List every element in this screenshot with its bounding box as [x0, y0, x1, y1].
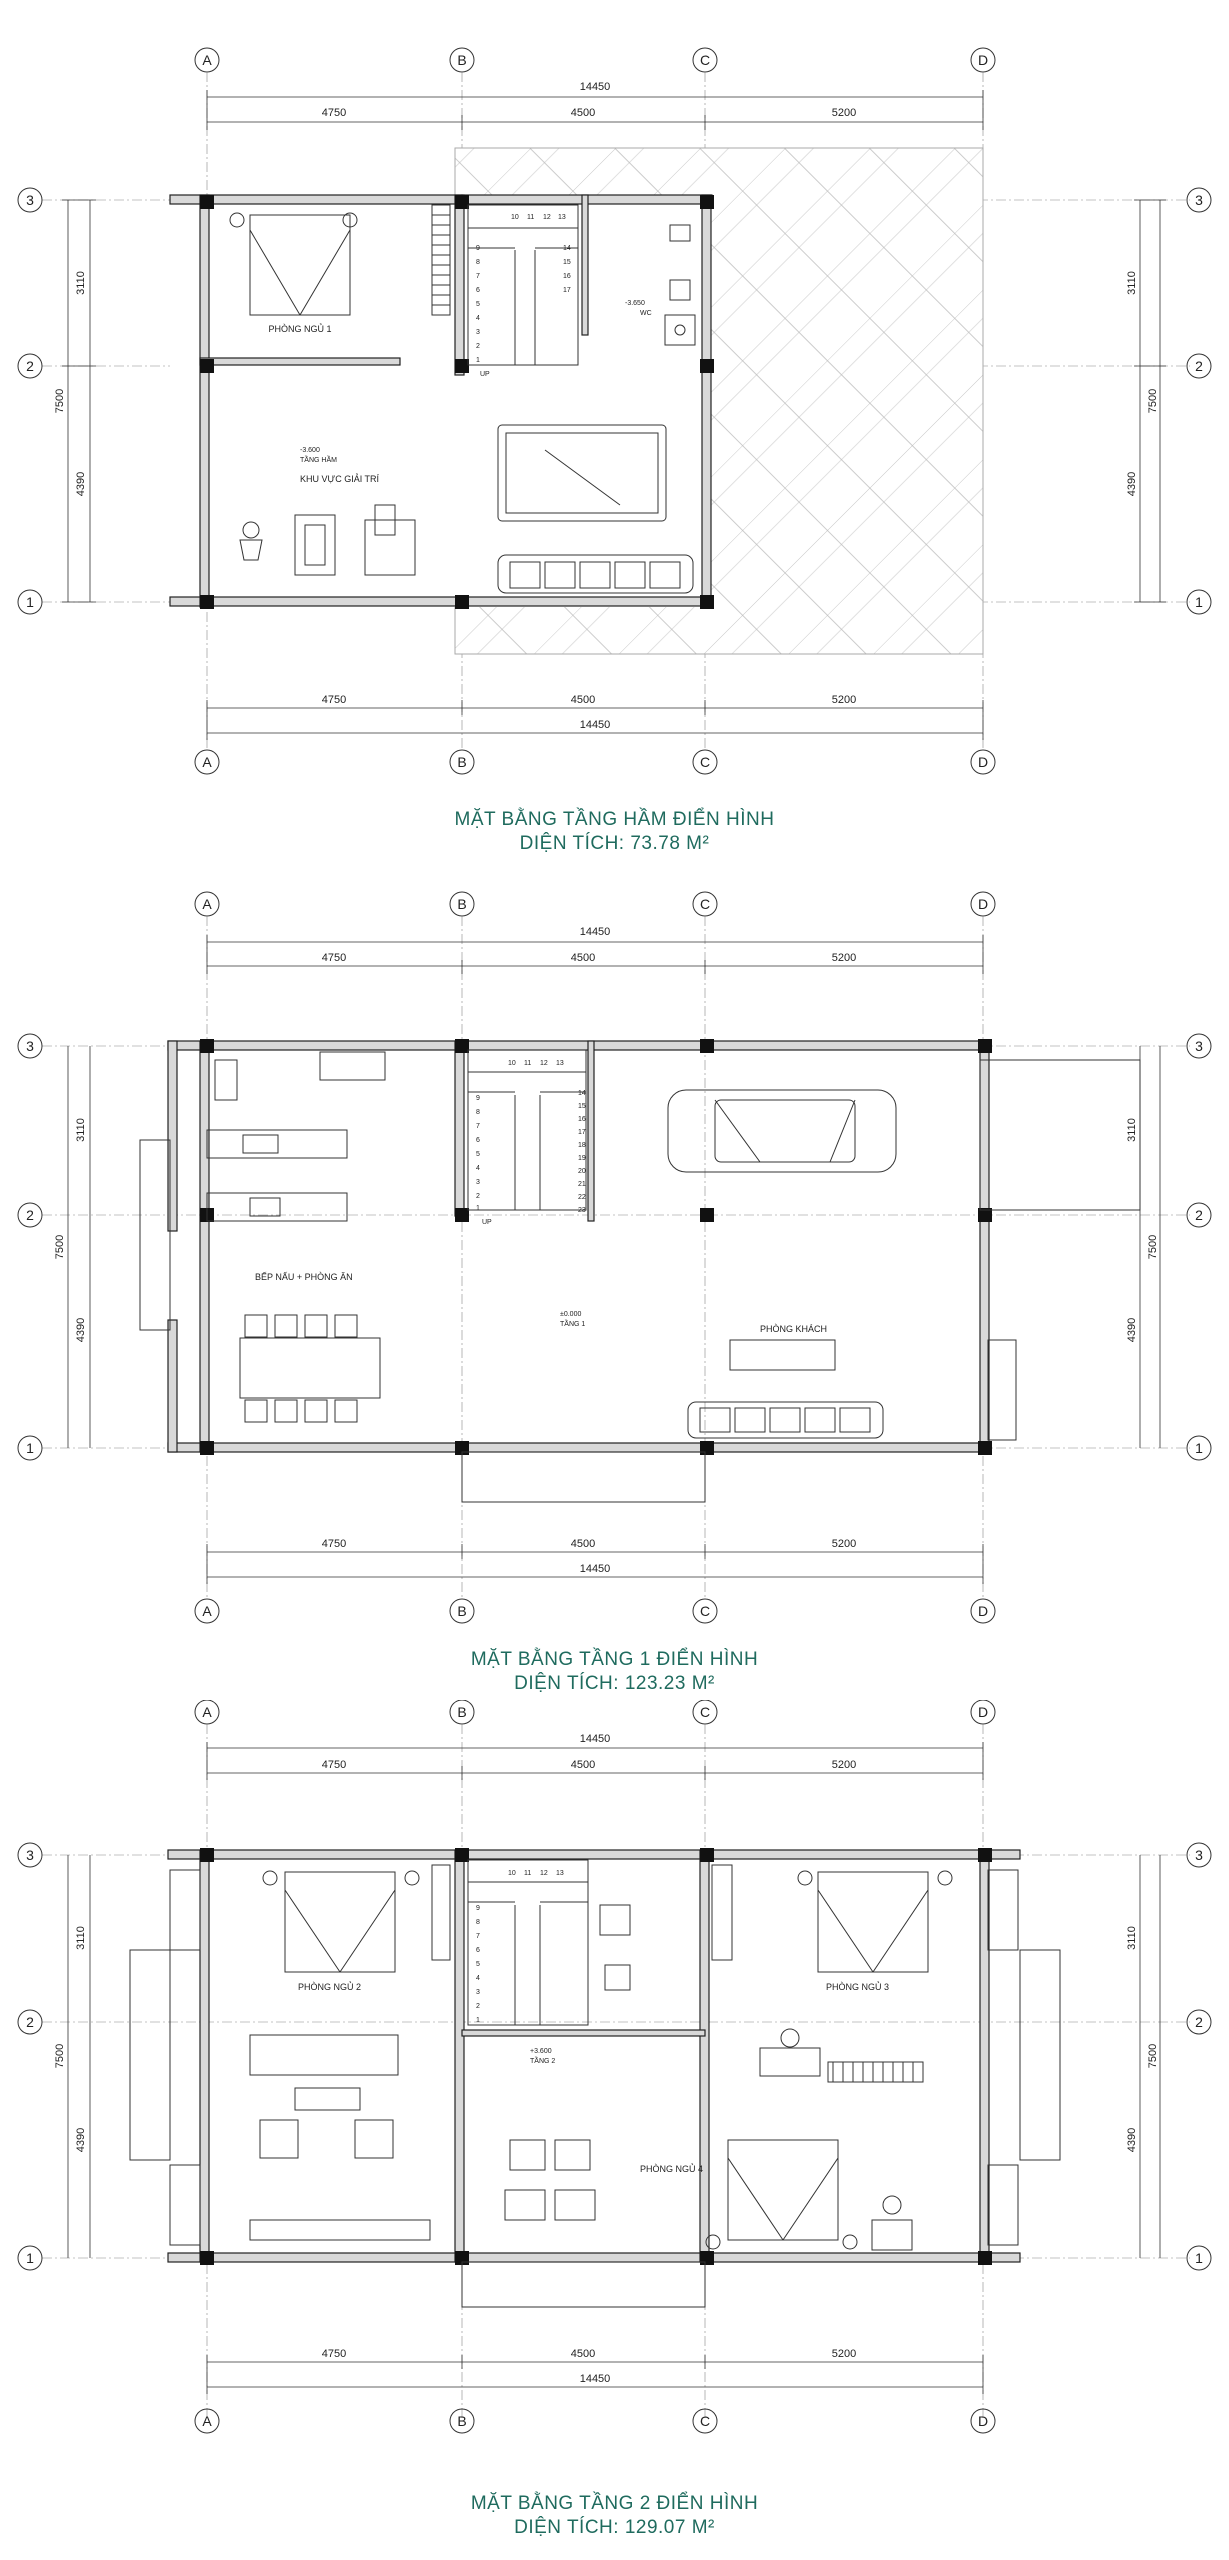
drawing-label: 3	[476, 1989, 480, 1996]
row-label: 1	[26, 594, 34, 610]
drawing-label: 3110	[75, 1118, 87, 1142]
axis-label: C	[699, 754, 711, 770]
level-label: TẦNG 1	[560, 1321, 586, 1328]
drawing-label: 2	[476, 1193, 480, 1200]
drawing-label: 2	[1195, 1207, 1203, 1223]
stair-icon	[468, 1050, 586, 1210]
plan-title: MẶT BẰNG TẦNG 2 ĐIỂN HÌNH	[470, 2493, 759, 2514]
drawing-label: C	[699, 1603, 711, 1619]
plan-title: MẶT BẰNG TẦNG HẦM ĐIỂN HÌNH	[454, 809, 775, 830]
drawing-label: 16	[578, 1116, 586, 1123]
drawing-label: 4	[476, 315, 480, 322]
drawing-label: 3	[26, 1847, 34, 1863]
drawing-label: 5	[476, 301, 480, 308]
drawing-label: 5	[476, 1151, 480, 1158]
drawing-label: 1	[476, 1205, 480, 1212]
total-depth-dim: 7500	[1147, 388, 1159, 414]
drawing-label: 2	[1195, 2014, 1203, 2030]
col-dim: 5200	[831, 107, 857, 119]
room-label: PHÒNG NGỦ 3	[826, 1982, 890, 1992]
drawing-label: 7500	[54, 2043, 66, 2069]
drawing-label: 17	[578, 1129, 586, 1136]
drawing-label: 3	[476, 1179, 480, 1186]
row-dim: 4390	[75, 471, 87, 497]
drawing-label: 20	[578, 1168, 586, 1175]
drawing-label: 4500	[570, 2348, 596, 2360]
stair-icon	[468, 1860, 588, 2025]
drawing-label: 11	[524, 1870, 532, 1877]
drawing-label: 2	[476, 2003, 480, 2010]
drawing-label: 10	[508, 1060, 516, 1067]
bed-icon	[712, 1865, 952, 1972]
drawing-label: 4750	[321, 1759, 347, 1771]
drawing-label: B	[457, 2413, 467, 2429]
plan-floor1	[0, 880, 1229, 1670]
drawing-label: 12	[543, 214, 551, 221]
drawing-label: 11	[524, 1060, 532, 1067]
drawing-label: D	[977, 896, 989, 912]
drawing-label: 18	[578, 1142, 586, 1149]
drawing-label: 7500	[1147, 1234, 1159, 1260]
drawing-label: 14450	[579, 926, 611, 938]
drawing-label: 8	[476, 259, 480, 266]
drawing-label: 4750	[321, 1538, 347, 1550]
axis-label: D	[977, 754, 989, 770]
row-label: 2	[1195, 358, 1203, 374]
drawing-label: 14450	[579, 1733, 611, 1745]
drawing-label: 9	[476, 1905, 480, 1912]
drawing-label: D	[977, 1603, 989, 1619]
walls	[168, 1850, 1020, 2262]
plan-caption	[0, 1648, 1229, 1696]
drawing-label: 7	[476, 1933, 480, 1940]
total-depth-dim: 7500	[54, 388, 66, 414]
axis-label: B	[457, 52, 467, 68]
plan-caption	[0, 2492, 1229, 2540]
drawing-label: 1	[26, 2250, 34, 2266]
drawing-label: 10	[511, 214, 519, 221]
drawing-label: A	[202, 896, 212, 912]
lounge-furniture-icon	[250, 2035, 430, 2240]
plan-title: MẶT BẰNG TẦNG 1 ĐIỂN HÌNH	[470, 1649, 759, 1670]
drawing-label: 4390	[75, 2127, 87, 2153]
drawing-label: 9	[476, 1095, 480, 1102]
stair-up-label: UP	[480, 371, 490, 378]
col-dim: 4500	[570, 107, 596, 119]
row-dim: 4390	[1126, 471, 1138, 497]
axis-label: C	[699, 52, 711, 68]
drawing-label: 4390	[1126, 2127, 1138, 2153]
col-dim: 4750	[321, 694, 347, 706]
axis-label: D	[977, 52, 989, 68]
col-dim: 5200	[831, 694, 857, 706]
row-label: 3	[26, 192, 34, 208]
drawing-label: 4	[476, 1165, 480, 1172]
drawing-label: 4	[476, 1975, 480, 1982]
drawing-label: 3	[476, 329, 480, 336]
drawing-label: 3	[1195, 1038, 1203, 1054]
row-label: 2	[26, 358, 34, 374]
total-width-dim: 14450	[579, 81, 611, 93]
drawing-label: 2	[476, 343, 480, 350]
floor2-drawing	[0, 1700, 1229, 2490]
drawing-label: 13	[556, 1060, 564, 1067]
drawing-label: 12	[540, 1060, 548, 1067]
level-value: -3.650	[625, 300, 645, 307]
balcony	[130, 1870, 1060, 2307]
level-value: +3.600	[530, 2048, 552, 2055]
drawing-label: 9	[476, 245, 480, 252]
drawing-label: D	[977, 1704, 989, 1720]
drawing-label: D	[977, 2413, 989, 2429]
drawing-label: 4390	[1126, 1317, 1138, 1343]
drawing-label: 4750	[321, 952, 347, 964]
drawing-label: 5200	[831, 952, 857, 964]
level-label: TẦNG 2	[530, 2058, 556, 2065]
plan-area: DIỆN TÍCH: 123.23 M²	[514, 1673, 715, 1694]
room-label: PHÒNG NGỦ 1	[268, 324, 332, 334]
drawing-label: 19	[578, 1155, 586, 1162]
drawing-label: 3110	[1126, 1926, 1138, 1950]
drawing-label: 1	[476, 2017, 480, 2024]
wc-icon	[505, 1905, 630, 2220]
drawing-label: 3	[1195, 1847, 1203, 1863]
plan-caption	[0, 808, 1229, 856]
row-label: 1	[1195, 594, 1203, 610]
drawing-label: 22	[578, 1194, 586, 1201]
drawing-label: A	[202, 1704, 212, 1720]
drawing-label: 15	[563, 259, 571, 266]
drawing-label: 5200	[831, 1759, 857, 1771]
room-label: WC	[640, 310, 652, 317]
drawing-label: 4500	[570, 952, 596, 964]
drawing-label: 3	[26, 1038, 34, 1054]
basement-drawing	[0, 0, 1229, 800]
drawing-label: 3110	[1126, 1118, 1138, 1142]
total-width-dim: 14450	[579, 719, 611, 731]
drawing-label: 4390	[75, 1317, 87, 1343]
drawing-label: A	[202, 1603, 212, 1619]
drawing-label: 11	[527, 214, 535, 221]
drawing-label: 1	[26, 1440, 34, 1456]
drawing-label: 13	[556, 1870, 564, 1877]
drawing-label: 5	[476, 1961, 480, 1968]
drawing-label: 13	[558, 214, 566, 221]
drawing-label: 7	[476, 273, 480, 280]
drawing-label: 10	[508, 1870, 516, 1877]
drawing-label: 6	[476, 1947, 480, 1954]
drawing-label: 14	[578, 1090, 586, 1097]
level-value: -3.600	[300, 447, 320, 454]
drawing-label: 3110	[75, 1926, 87, 1950]
drawing-label: 1	[1195, 1440, 1203, 1456]
drawing-label: 7500	[54, 1234, 66, 1260]
drawing-label: C	[699, 2413, 711, 2429]
drawing-label: 7	[476, 1123, 480, 1130]
drawing-label: 5200	[831, 2348, 857, 2360]
room-label: BẾP NẤU + PHÒNG ĂN	[255, 1272, 353, 1282]
drawing-label: UP	[482, 1219, 492, 1226]
drawing-label: 23	[578, 1207, 586, 1214]
drawing-label: 2	[26, 2014, 34, 2030]
drawing-label: B	[457, 1603, 467, 1619]
drawing-label: 2	[26, 1207, 34, 1223]
plan-floor2	[0, 1700, 1229, 2490]
col-dim: 4500	[570, 694, 596, 706]
floor1-drawing	[0, 880, 1229, 1670]
drawing-label: 15	[578, 1103, 586, 1110]
drawing-label: 1	[1195, 2250, 1203, 2266]
car-icon	[668, 1090, 896, 1172]
drawing-label: 4500	[570, 1759, 596, 1771]
level-value: ±0.000	[560, 1311, 582, 1318]
col-dim: 4750	[321, 107, 347, 119]
drawing-label: 14450	[579, 1563, 611, 1575]
drawing-label: 5200	[831, 1538, 857, 1550]
drawing-label: 21	[578, 1181, 586, 1188]
row-dim: 3110	[75, 271, 87, 295]
plan-basement	[0, 0, 1229, 800]
drawing-label: 8	[476, 1109, 480, 1116]
drawing-label: A	[202, 2413, 212, 2429]
row-label: 3	[1195, 192, 1203, 208]
dining-table-icon	[240, 1315, 380, 1422]
drawing-label: 16	[563, 273, 571, 280]
drawing-label: 8	[476, 1919, 480, 1926]
axis-label: A	[202, 754, 212, 770]
drawing-label: 4750	[321, 2348, 347, 2360]
sofa-icon	[688, 1340, 883, 1438]
room-label: PHÒNG NGỦ 4	[640, 2164, 704, 2174]
room-label: PHÒNG NGỦ 2	[298, 1982, 362, 1992]
axis-label: B	[457, 754, 467, 770]
kitchen-counter-icon	[207, 1052, 385, 1221]
plan-area: DIỆN TÍCH: 73.78 M²	[519, 833, 710, 854]
drawing-label: 14450	[579, 2373, 611, 2385]
room-label: PHÒNG KHÁCH	[760, 1324, 828, 1334]
axis-bubbles-top	[195, 48, 995, 72]
drawing-label: B	[457, 896, 467, 912]
drawing-label: 14	[563, 245, 571, 252]
desk-icon	[760, 2029, 923, 2082]
drawing-label: 7500	[1147, 2043, 1159, 2069]
drawing-label: 4500	[570, 1538, 596, 1550]
room-label: KHU VỰC GIẢI TRÍ	[300, 474, 380, 484]
drawing-label: C	[699, 896, 711, 912]
bed-icon	[706, 2140, 912, 2250]
level-label: TẦNG HẦM	[300, 457, 337, 464]
drawing-label: 6	[476, 287, 480, 294]
drawing-label: 6	[476, 1137, 480, 1144]
axis-label: A	[202, 52, 212, 68]
drawing-label: B	[457, 1704, 467, 1720]
plan-area: DIỆN TÍCH: 129.07 M²	[514, 2517, 715, 2538]
drawing-label: C	[699, 1704, 711, 1720]
row-dim: 3110	[1126, 271, 1138, 295]
drawing-label: 17	[563, 287, 571, 294]
drawing-label: 12	[540, 1870, 548, 1877]
drawing-label: 1	[476, 357, 480, 364]
bed-icon	[263, 1865, 450, 1972]
